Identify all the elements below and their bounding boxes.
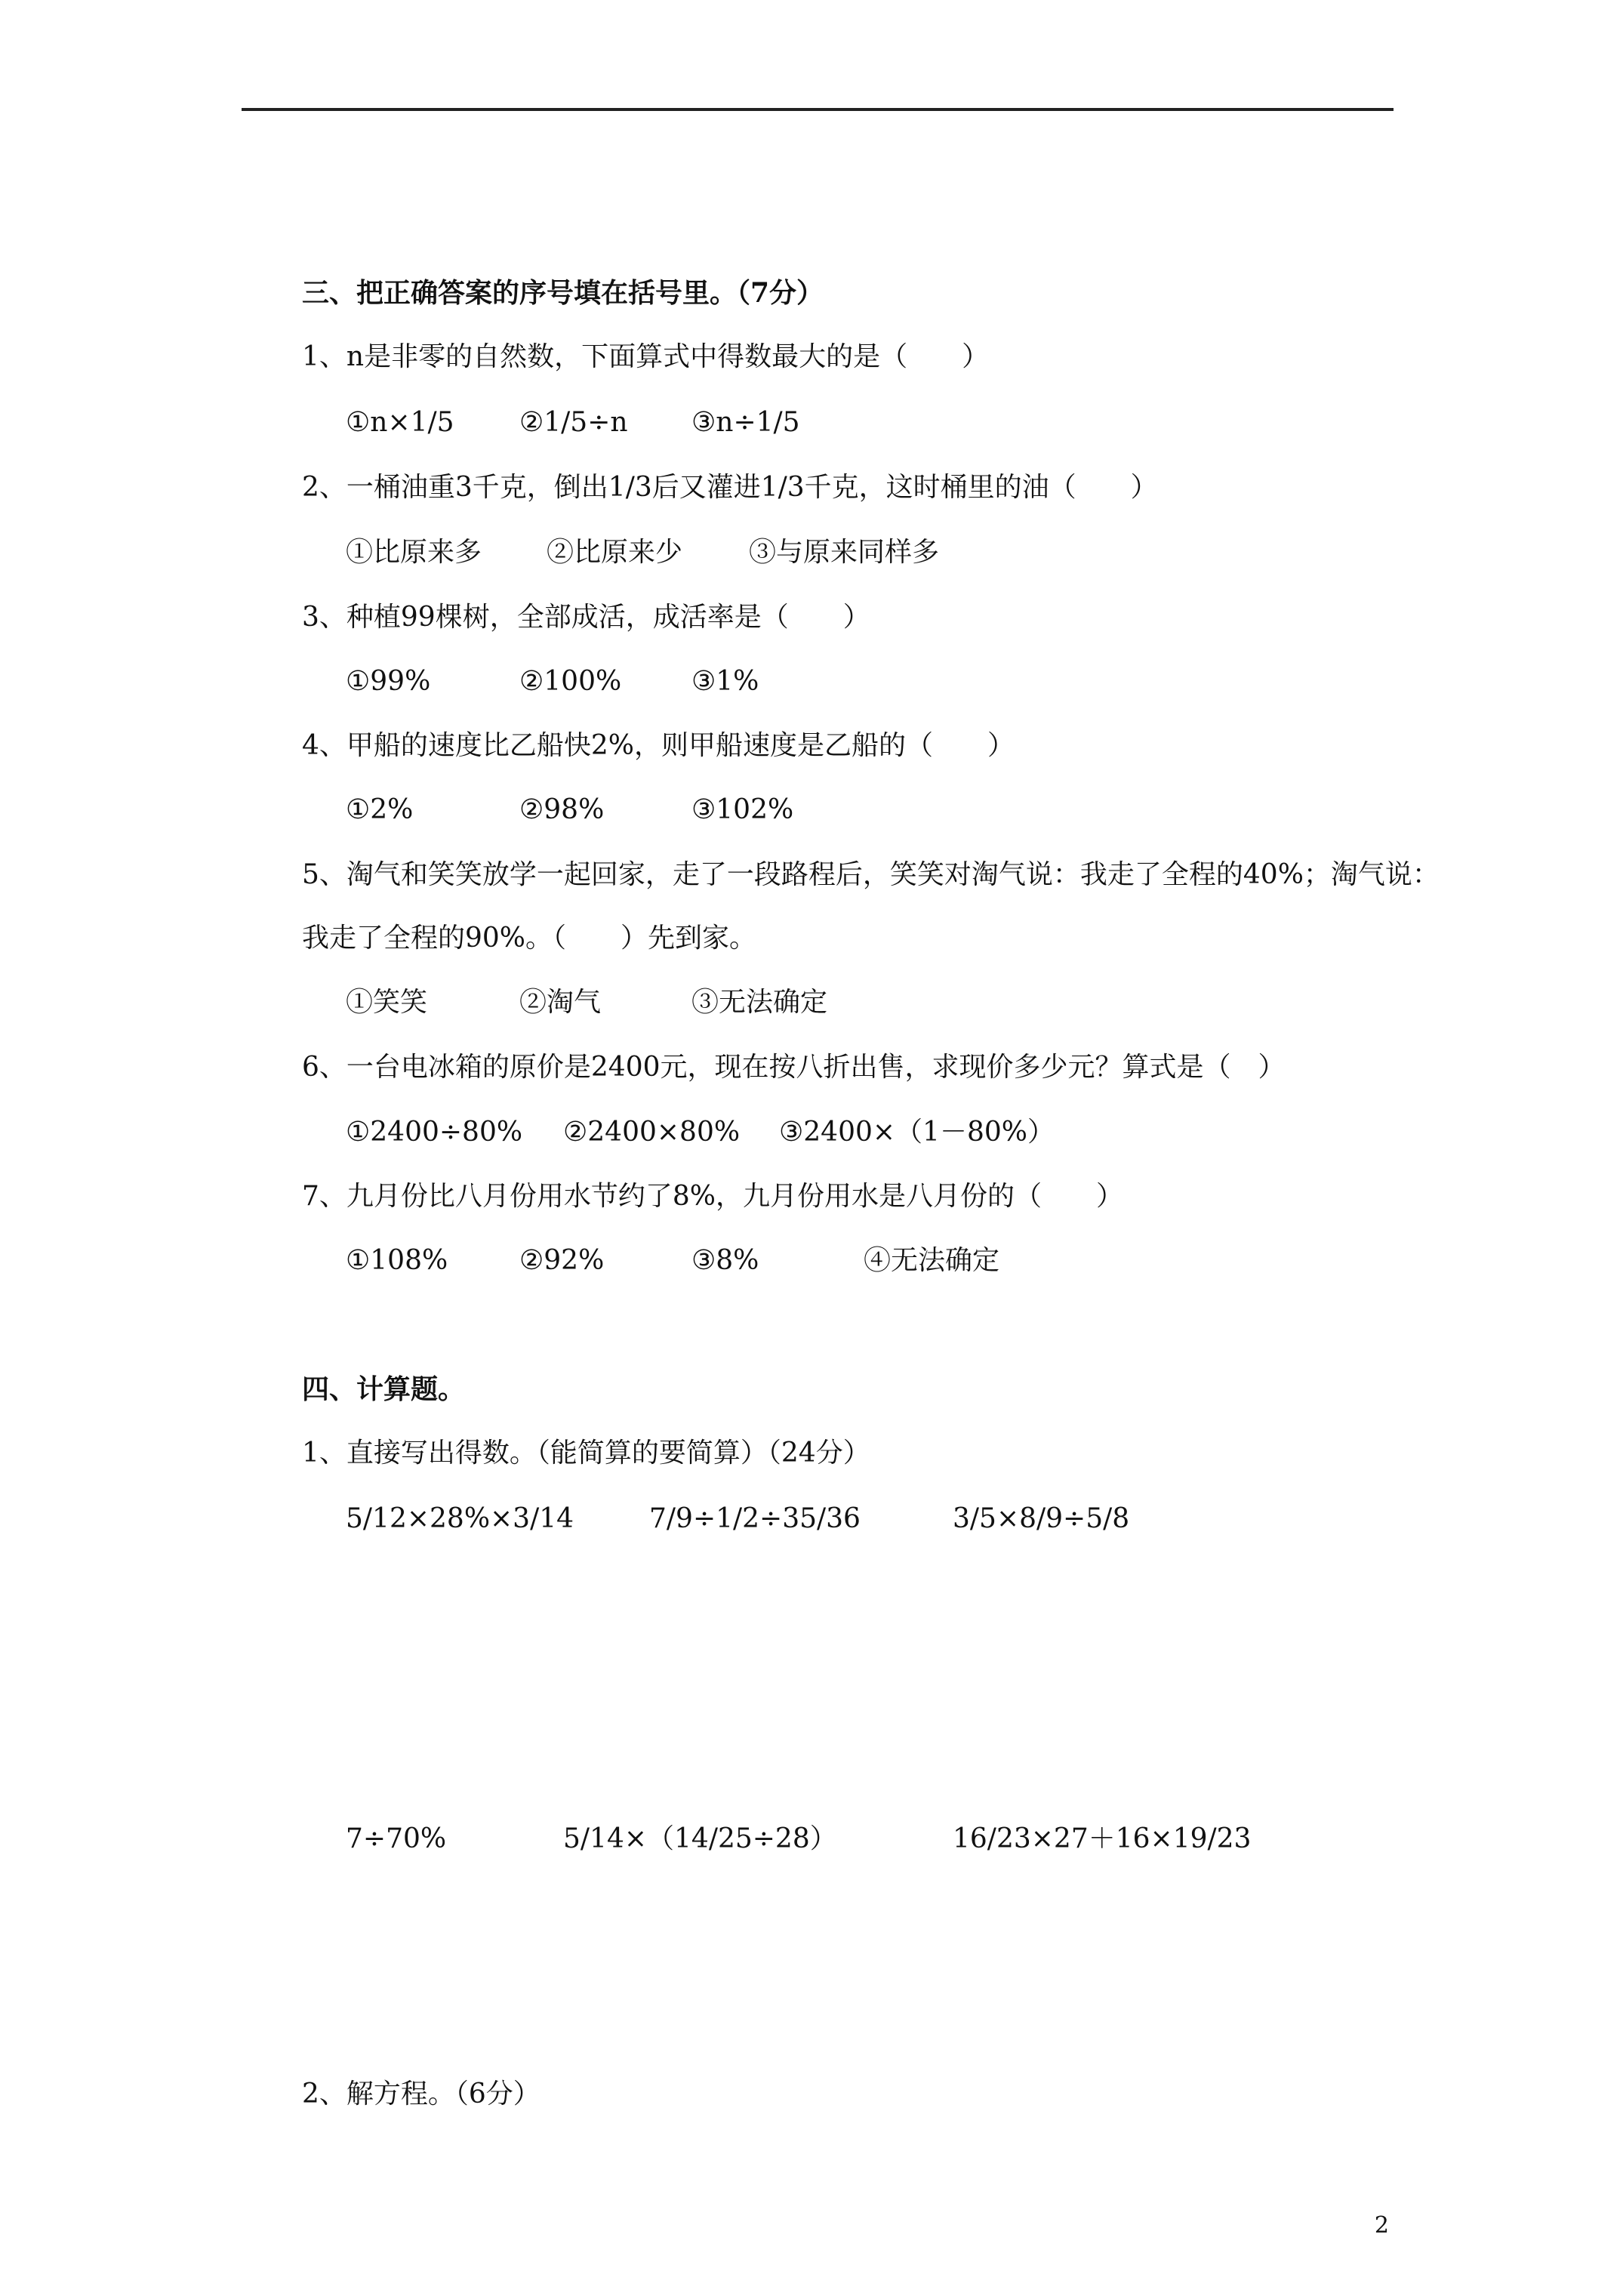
q5-option-2: ②淘气 — [519, 987, 602, 1018]
q5-stem-continued: 我走了全程的90%。（ ）先到家。 — [302, 923, 757, 954]
section3-title: 三、把正确答案的序号填在括号里。（7分） — [302, 277, 824, 309]
q6-option-1: ①2400÷80% — [346, 1117, 523, 1148]
q1-stem: 1、n是非零的自然数，下面算式中得数最大的是（ ） — [302, 341, 990, 372]
q5-option-3: ③无法确定 — [691, 987, 828, 1018]
q2-stem: 2、一桶油重3千克，倒出1/3后又灌进1/3千克，这时桶里的油（ ） — [302, 472, 1158, 503]
q7-option-3: ③8% — [691, 1245, 759, 1276]
page-number: 2 — [1374, 2212, 1389, 2239]
q3-option-3: ③1% — [691, 666, 759, 697]
q4-stem: 4、甲船的速度比乙船快2%，则甲船速度是乙船的（ ） — [302, 730, 1015, 761]
q6-option-2: ②2400×80% — [563, 1117, 741, 1148]
q2-option-1: ①比原来多 — [346, 537, 482, 568]
q7-stem: 7、九月份比八月份用水节约了8%，九月份用水是八月份的（ ） — [302, 1181, 1124, 1212]
q2-option-2: ②比原来少 — [547, 537, 683, 568]
header-rule — [242, 108, 1394, 111]
q3-stem: 3、种植99棵树，全部成活，成活率是（ ） — [302, 602, 870, 633]
q7-option-4: ④无法确定 — [864, 1245, 1000, 1276]
calc-part1-title: 1、直接写出得数。（能简算的要简算）（24分） — [302, 1438, 870, 1469]
calc-expression: 5/14×（14/25÷28） — [563, 1823, 837, 1854]
section4-title: 四、计算题。 — [302, 1373, 466, 1405]
q4-option-2: ②98% — [519, 794, 605, 825]
q6-stem: 6、一台电冰箱的原价是2400元，现在按八折出售，求现价多少元？算式是（ ） — [302, 1052, 1286, 1083]
q7-option-2: ②92% — [519, 1245, 605, 1276]
q7-option-1: ①108% — [346, 1245, 448, 1276]
q6-option-3: ③2400×（1－80%） — [779, 1117, 1055, 1148]
calc-expression: 7÷70% — [346, 1823, 447, 1854]
q5-option-1: ①笑笑 — [346, 987, 428, 1018]
q3-option-2: ②100% — [519, 666, 622, 697]
q4-option-3: ③102% — [691, 794, 794, 825]
calc-expression: 7/9÷1/2÷35/36 — [649, 1503, 861, 1534]
q1-option-2: ②1/5÷n — [519, 407, 628, 438]
calc-part2-title: 2、解方程。（6分） — [302, 2079, 540, 2110]
q2-option-3: ③与原来同样多 — [749, 537, 940, 568]
q1-option-1: ①n×1/5 — [346, 407, 454, 438]
calc-expression: 3/5×8/9÷5/8 — [953, 1503, 1130, 1534]
calc-expression: 5/12×28%×3/14 — [346, 1503, 574, 1534]
q4-option-1: ①2% — [346, 794, 414, 825]
q1-option-3: ③n÷1/5 — [691, 407, 800, 438]
q3-option-1: ①99% — [346, 666, 431, 697]
q5-stem: 5、淘气和笑笑放学一起回家，走了一段路程后，笑笑对淘气说：我走了全程的40%；淘气说： — [302, 859, 1440, 890]
calc-expression: 16/23×27＋16×19/23 — [953, 1823, 1252, 1854]
